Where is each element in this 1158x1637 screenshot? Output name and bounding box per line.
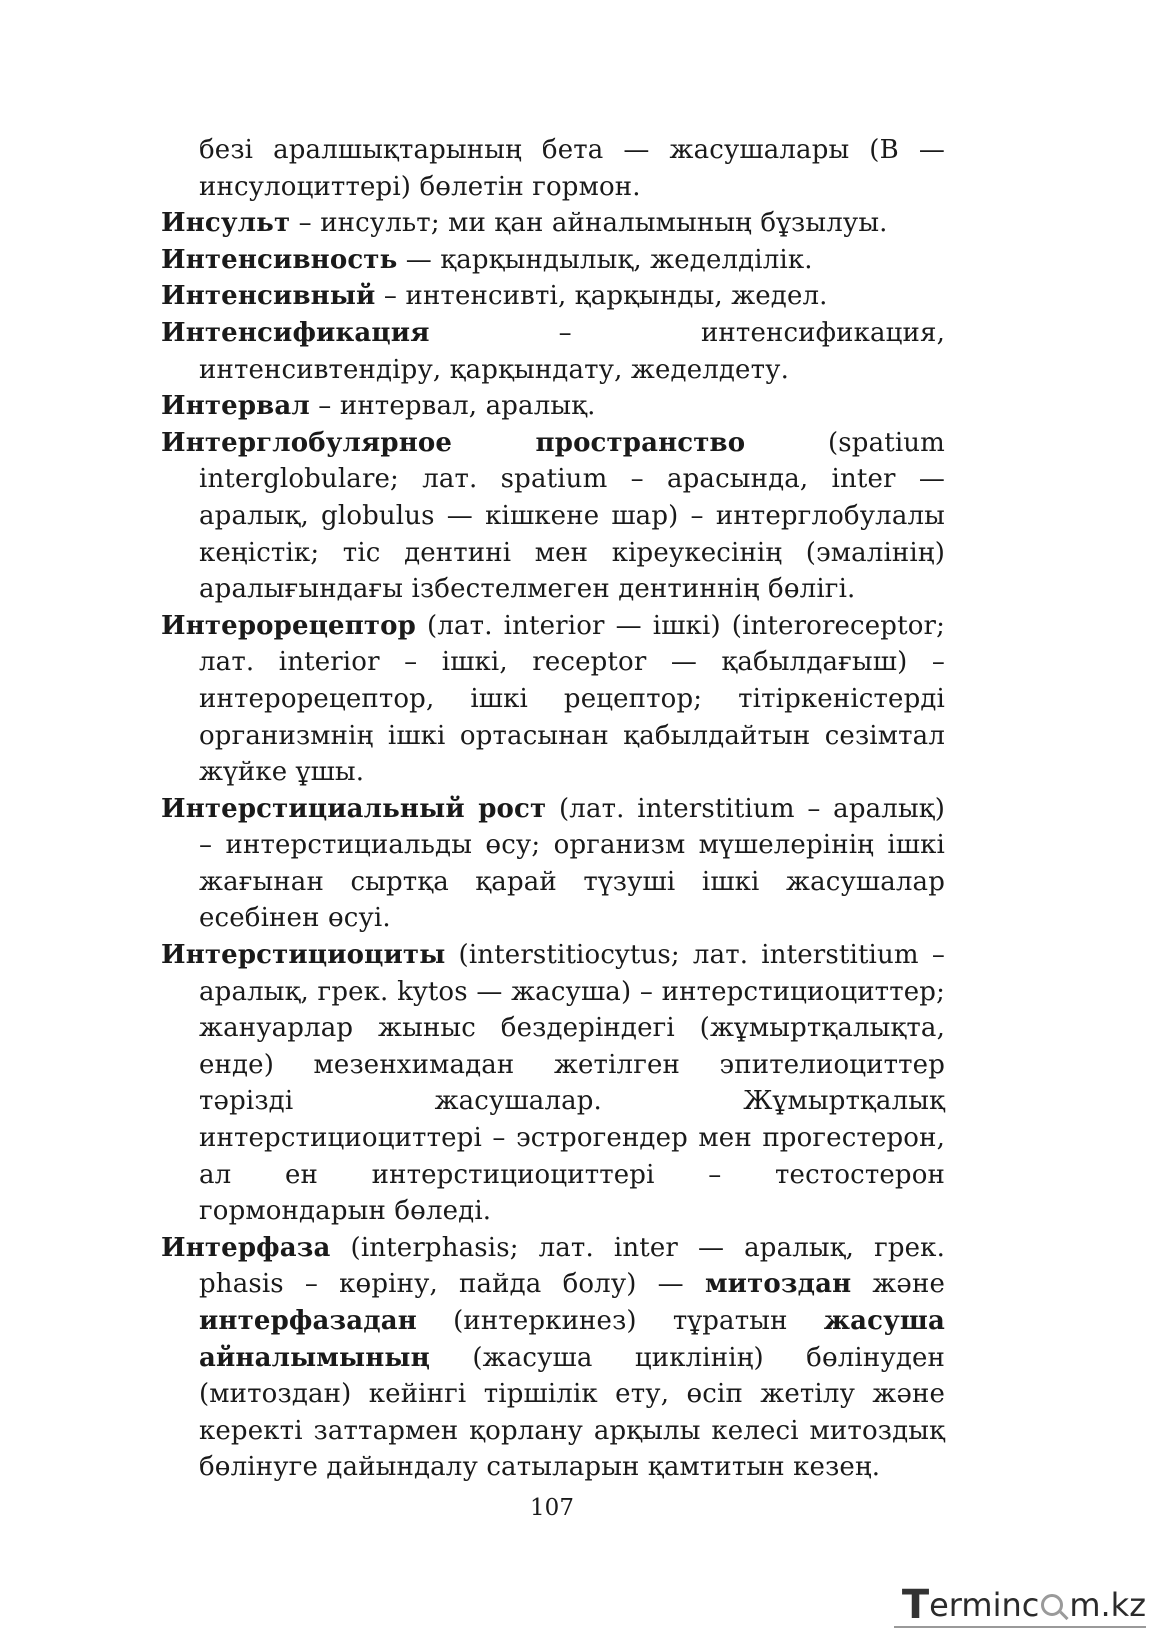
entry-text: (лат. interstitium – аралық) – интерстициальды өсу; организм мүшелерінің ішкі жағынан сыртқа қарай түзуші ішкі жасушалар есебінен өсуі.	[199, 793, 945, 934]
entry-text: – интервал, аралық.	[309, 391, 596, 422]
entry-term: Интерфаза	[161, 1232, 331, 1263]
entry-text: безі аралшықтарының бета — жасушалары (В — инсулоциттері) бөлетін гормон.	[199, 135, 945, 202]
entry-term: Интенсификация	[161, 317, 430, 348]
entry-term: жасуша айналымының	[199, 1306, 945, 1373]
entry-term: Интерглобулярное пространство	[161, 427, 746, 458]
entry-text: – инсульт; ми қан айналымының бұзылуы.	[290, 208, 888, 239]
entry-text: (spatium interglobulare; лат. spatium – арасында, inter — аралық, globulus — кішкене шар) – интерглобулалы кеңістік; тіс дентині мен кіреукесінің (эмалінің) аралығындағы ізбестелмеген дентиннің бөлігі.	[199, 427, 945, 605]
entry-text: — қарқындылық, жеделділік.	[397, 244, 813, 275]
entry-text: (лат. interior — ішкі) (interoreceptor; лат. interior – ішкі, receptor — қабылдағыш) – интерорецептор, ішкі рецептор; тітіркеністерді организмнің ішкі ортасынан қабылдайтын сезімтал жүйке ұшы.	[199, 610, 945, 788]
entry-text: – интенсификация, интенсивтендіру, қарқындату, жеделдету.	[199, 317, 945, 385]
dictionary-entry	[161, 242, 945, 279]
entry-text: (interstitiocytus; лат. interstitium – аралық, грек. kytos — жасуша) – интерстициоциттер; жануарлар жыныс бездеріндегі (жұмыртқалықта, енде) мезенхимадан жетілген эпителиоциттер тәрізді жасушалар. Жұмыртқалық интерстициоциттері – эстрогендер мен прогестерон, ал ен интерстициоциттері – тестостерон гормондарын бөледі.	[199, 940, 945, 1227]
entry-term: Интервал	[161, 391, 310, 422]
entry-term: Интерстициальный рост	[161, 793, 547, 824]
dictionary-entry	[161, 1230, 945, 1486]
entry-text: – интенсивті, қарқынды, жедел.	[375, 281, 828, 312]
dictionary-entry-continuation	[161, 132, 945, 205]
dictionary-page-body	[161, 132, 945, 1486]
dictionary-entry	[161, 937, 945, 1230]
entry-term: интерфазадан	[199, 1306, 417, 1336]
entry-term: Интенсивный	[161, 281, 376, 312]
entry-text: (интеркинез) тұратын	[416, 1306, 824, 1336]
dictionary-entry	[161, 425, 945, 608]
termincom-watermark-logo: T ermin c m.kz	[902, 1582, 1146, 1628]
page-number: 107	[530, 1495, 574, 1521]
entry-term: Интерстициоциты	[161, 940, 446, 971]
entry-term: митоздан	[704, 1269, 852, 1300]
entry-text: (interphasis; лат. inter — аралық, грек. phasis – көріну, пайда болу) —	[199, 1232, 945, 1300]
entry-term: Инсульт	[161, 208, 291, 239]
dictionary-entry	[161, 278, 945, 315]
dictionary-entry	[161, 388, 945, 425]
entry-text: және	[851, 1269, 945, 1300]
dictionary-entry	[161, 608, 945, 791]
entry-term: Интенсивность	[161, 244, 398, 275]
magnifier-icon	[1041, 1594, 1063, 1616]
dictionary-entry	[161, 791, 945, 937]
dictionary-entry	[161, 315, 945, 388]
dictionary-entry	[161, 205, 945, 242]
entry-term: Интерорецептор	[161, 610, 417, 641]
entry-text: (жасуша циклінің) бөлінуден (митоздан) кейінгі тіршілік ету, өсіп жетілу және керекті заттармен қорлану арқылы келесі митоздық бөлінуге дайындалу сатыларын қамтитын кезең.	[199, 1342, 945, 1483]
